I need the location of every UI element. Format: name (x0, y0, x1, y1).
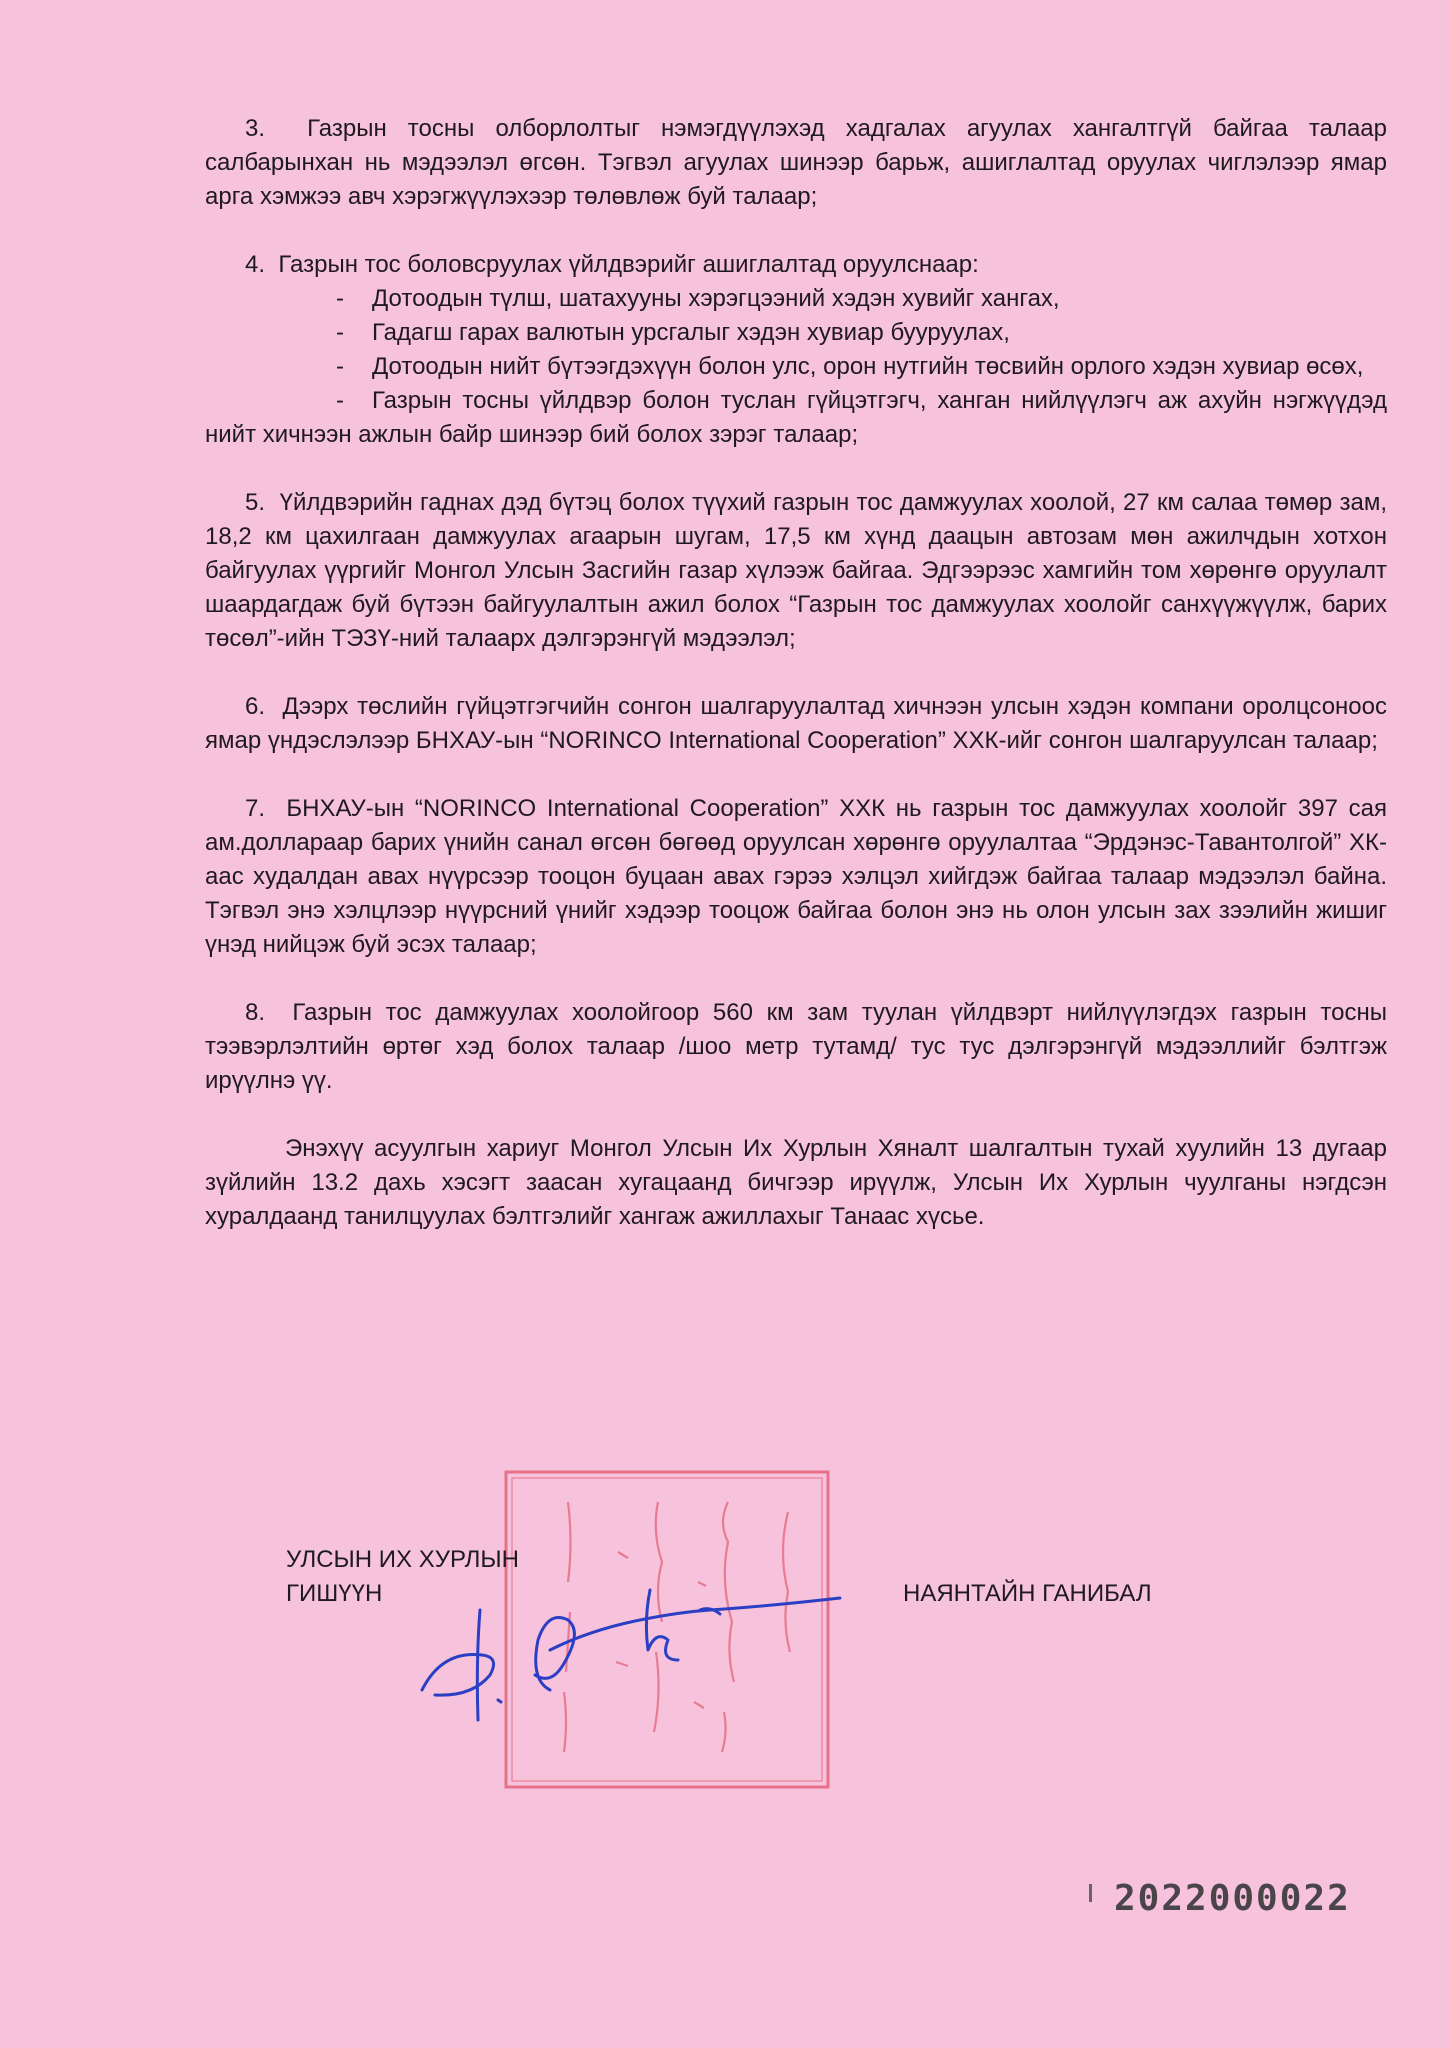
item-6 (205, 690, 1387, 758)
item-8 (205, 996, 1387, 1098)
item-text: Газрын тос боловсруулах үйлдвэрийг ашиглалтад оруулснаар: (278, 251, 979, 278)
item-number: 7. (245, 795, 266, 822)
item-text: Дээрх төслийн гүйцэтгэгчийн сонгон шалгаруулалтад хичнээн улсын хэдэн компани оролцсоноос ямар үндэслэлээр БНХАУ-ын “NORINCO International Cooperation” ХХК-ийг сонгон шалгаруулсан талаар; (205, 693, 1387, 754)
signatory-name: НАЯНТАЙН ГАНИБАЛ (903, 1580, 1152, 1607)
signatory-title-line2: ГИШҮҮН (286, 1580, 383, 1607)
item-number: 4. (245, 251, 266, 278)
bullet-list (205, 282, 1387, 452)
document-body (205, 112, 1387, 1234)
item-text: Үйлдвэрийн гаднах дэд бүтэц болох түүхий газрын тос дамжуулах хоолой, 27 км салаа төмөр зам, 18,2 км цахилгаан дамжуулах агаарын шугам, 17,5 км хүнд даацын автозам мөн ажилчдын хотхон байгуулах үүргийг Монгол Улсын Засгийн газар хүлээж байгаа. Эдгээрээс хамгийн том хөрөнгө оруулалт шаардагдаж буй бүтээн байгуулалтын ажил болох “Газрын тос дамжуулах хоолойг санхүүжүүлж, барих төсөл”-ийн ТЭЗҮ-ний талаарх дэлгэрэнгүй мэдээлэл; (205, 489, 1387, 652)
document-number-mark (1089, 1884, 1092, 1902)
item-text: Газрын тосны олборлолтыг нэмэгдүүлэхэд хадгалах агуулах хангалтгүй байгаа талаар салбарынхан нь мэдээлэл өгсөн. Тэгвэл агуулах шинээр барьж, ашиглалтад оруулах чиглэлээр ямар арга хэмжээ авч хэрэгжүүлэхээр төлөвлөж буй талаар; (205, 115, 1387, 210)
bullet-item: - Гадагш гарах валютын урсгалыг хэдэн хувиар бууруулах, (336, 319, 1010, 346)
signatory-title-line1: УЛСЫН ИХ ХУРЛЫН (286, 1546, 519, 1573)
closing-paragraph: Энэхүү асуулгын хариуг Монгол Улсын Их Хурлын Хяналт шалгалтын тухай хуулийн 13 дугаар зүйлийн 13.2 дахь хэсэгт заасан хугацаанд бичгээр ирүүлж, Улсын Их Хурлын чуулганы нэгдсэн хуралдаанд танилцуулах бэлтгэлийг хангаж ажиллахыг Танаас хүсье. (205, 1135, 1387, 1230)
item-number: 5. (245, 489, 266, 516)
item-text: Газрын тос дамжуулах хоолойгоор 560 км зам туулан үйлдвэрт нийлүүлэгдэх газрын тосны тээвэрлэлтийн өртөг хэд болох талаар /шоо метр тутамд/ тус тус дэлгэрэнгүй мэдээллийг бэлтгэж ирүүлнэ үү. (205, 999, 1387, 1094)
item-7 (205, 792, 1387, 962)
bullet-item: - Газрын тосны үйлдвэр болон туслан гүйцэтгэгч, ханган нийлүүлэгч аж ахуйн нэгжүүдэд нийт хичнээн ажлын байр шинээр бий болох зэрэг талаар; (205, 387, 1387, 448)
item-text: БНХАУ-ын “NORINCO International Cooperation” ХХК нь газрын тос дамжуулах хоолойг 397 сая ам.доллараар барих үнийн санал өгсөн бөгөөд оруулсан хөрөнгө оруулалтаа “Эрдэнэс-Тавантолгой” ХК-аас худалдан авах нүүрсээр тооцон буцаан авах гэрээ хэлцэл хийгдэж байгаа талаар мэдээлэл байна. Тэгвэл энэ хэлцлээр нүүрсний үнийг хэдээр тооцож байгаа болон энэ нь олон улсын зах зээлийн жишиг үнэд нийцэж буй эсэх талаар; (205, 795, 1387, 958)
item-number: 8. (245, 999, 266, 1026)
item-number: 3. (245, 115, 266, 142)
item-5 (205, 486, 1387, 656)
item-number: 6. (245, 693, 266, 720)
bullet-item: - Дотоодын нийт бүтээгдэхүүн болон улс, орон нутгийн төсвийн орлого хэдэн хувиар өсөх, (336, 353, 1364, 380)
item-4 (205, 248, 1387, 452)
signatory-title (286, 1543, 519, 1611)
document-number: 2022000022 (1114, 1878, 1351, 1919)
item-3 (205, 112, 1387, 214)
bullet-item: - Дотоодын түлш, шатахууны хэрэгцээний хэдэн хувийг хангах, (336, 285, 1060, 312)
